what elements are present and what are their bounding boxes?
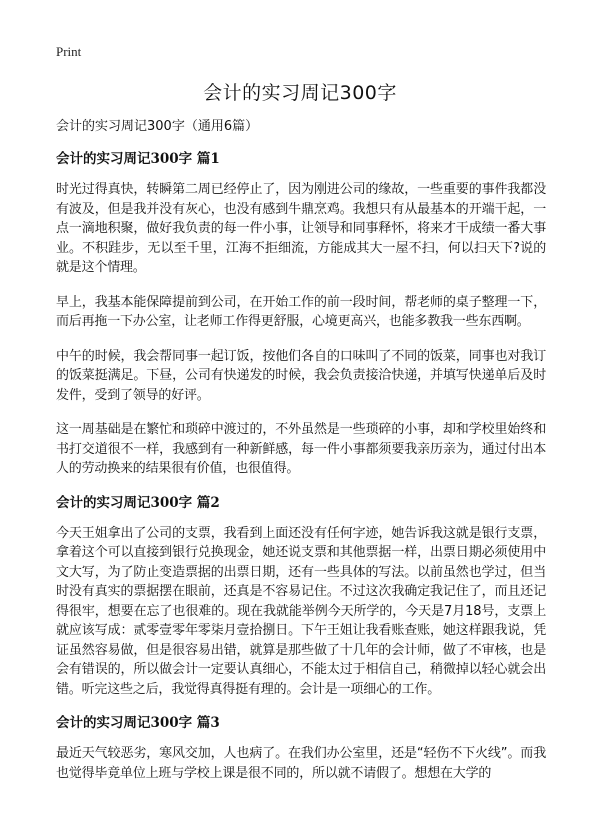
paragraph: 早上，我基本能保障提前到公司，在开始工作的前一段时间，帮老师的桌子整理一下，而后再拖一下办公室，让老师工作得更舒服，心境更高兴，也能多教我一些东西啊。	[56, 294, 546, 329]
paragraph: 最近天气较恶劣，寒风交加，人也病了。在我们办公室里，还是“轻伤不下火线”。而我也觉得毕竟单位上班与学校上课是很不同的，所以就不请假了。想想在大学的	[56, 746, 546, 781]
section-heading-1: 会计的实习周记300字 篇1	[56, 151, 220, 167]
page-title: 会计的实习周记300字	[203, 82, 397, 104]
section-heading-2: 会计的实习周记300字 篇2	[56, 494, 220, 511]
document-subtitle: 会计的实习周记300字（通用6篇）	[56, 119, 259, 134]
paragraph: 今天王姐拿出了公司的支票，我看到上面还没有任何字迹，她告诉我这就是银行支票，拿着这个可以直接到银行兑换现金，她还说支票和其他票据一样，出票日期必须使用中文大写，为了防止变造票据的出票日期，还有一些具体的写法。以前虽然也学过，但当时没有真实的票据摆在眼前，还真是不容易记住。不过这次我确定我记住了，而且还记得很牢，想要在忘了也很难的。现在我就能举例今天所学的，今天是7月18号，支票上就应该写成：贰零壹零年零柒月壹拾捌日。下午王姐让我看账查账，她这样跟我说，凭证虽然容易做，但是很容易出错，就算是那些做了十几年的会计师，做了不审核，也是会有错误的，所以做会计一定要认真细心，不能太过于相信自己，稍微掉以轻心就会出错。听完这些之后，我觉得真得挺有理的。会计是一项细心的工作。	[56, 525, 546, 697]
document-body	[56, 118, 546, 798]
paragraph: 中午的时候，我会帮同事一起订饭，按他们各自的口味叫了不同的饭菜，同事也对我订的饭菜挺满足。下昼，公司有快递发的时候，我会负责接洽快递，并填写快递单后及时发件，受到了领导的好评。	[56, 348, 546, 403]
section-heading-3: 会计的实习周记300字 篇3	[56, 715, 220, 731]
paragraph: 时光过得真快，转瞬第二周已经停止了，因为刚进公司的缘故，一些重要的事件我都没有波及，但是我并没有灰心，也没有感到牛鼎烹鸡。我想只有从最基本的开端干起，一点一滴地积聚，做好我负责的每一件小事，让领导和同事释怀，将来才干成绩一番大事业。不积跬步，无以至千里，江海不拒细流，方能成其大一屋不扫，何以扫天下?说的就是这个情理。	[56, 182, 546, 275]
paragraph: 这一周基础是在繁忙和琐碎中渡过的，不外虽然是一些琐碎的小事，却和学校里始终和书打交道很不一样，我感到有一种新鲜感，每一件小事都须要我亲历亲为，通过付出本人的劳动换来的结果很有价值，也很值得。	[56, 422, 546, 476]
print-label[interactable]: Print	[56, 44, 82, 59]
